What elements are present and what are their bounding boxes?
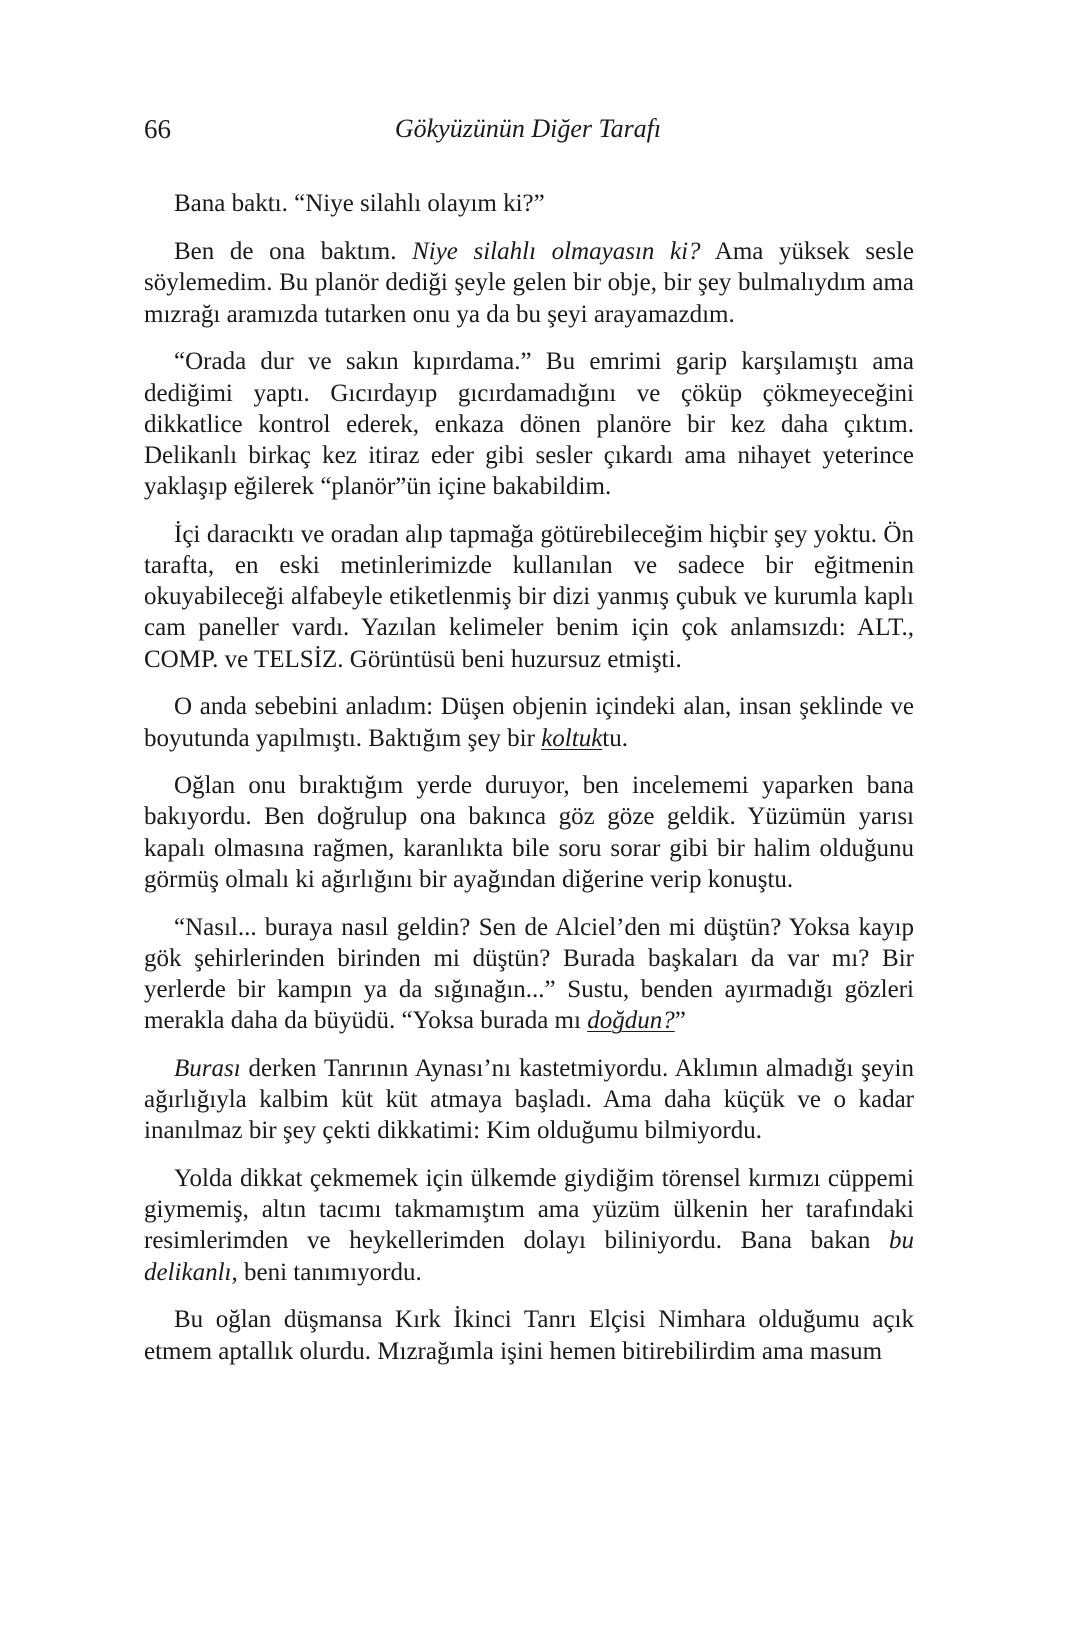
paragraph: “Nasıl... buraya nasıl geldin? Sen de Alciel’den mi düştün? Yoksa kayıp gök şehirlerinden birinden mi düştün? Burada başkaları da var mı? Bir yerlerde bir kampın ya da sığınağın...” Sustu, benden ayırmadığı gözleri merakla daha da büyüdü. “Yoksa burada mı doğdun?”: [144, 913, 914, 1035]
running-title: Gökyüzünün Diğer Tarafı: [394, 114, 662, 143]
paragraph: Yolda dikkat çekmemek için ülkemde giydiğim törensel kırmızı cüppemi giymemiş, altın tacımı takmamıştım ama yüzüm ülkenin her tarafındaki resimlerimden ve heykellerimden dolayı biliniyordu. Bana bakan bu delikanlı, beni tanımıyordu.: [144, 1164, 914, 1286]
paragraph: “Orada dur ve sakın kıpırdama.” Bu emrimi garip karşılamıştı ama dediğimi yaptı. Gıcırdayıp gıcırdamadığını ve çöküp çökmeyeceğini dikkatlice kontrol ederek, enkaza dönen planöre bir kez daha çıktım. Delikanlı birkaç kez itiraz eder gibi sesler çıkardı ama nihayet yeterince yaklaşıp eğilerek “planör”ün içine bakabildim.: [144, 348, 914, 501]
paragraph: O anda sebebini anladım: Düşen objenin içindeki alan, insan şeklinde ve boyutunda yapılmıştı. Baktığım şey bir koltuktu.: [144, 693, 914, 752]
paragraph: Ben de ona baktım. Niye silahlı olmayasın ki? Ama yüksek sesle söylemedim. Bu planör dediği şeyle gelen bir obje, bir şey bulmalıydım ama mızrağı aramızda tutarken onu ya da bu şeyi arayamazdım.: [144, 238, 915, 328]
italic-text: bu delikanlı,: [144, 1227, 914, 1286]
paragraph: Oğlan onu bıraktığım yerde duruyor, ben incelememi yaparken bana bakıyordu. Ben doğrulup ona bakınca göz göze geldik. Yüzümün yarısı kapalı olmasına rağmen, karanlıkta bile soru sorar gibi bir halim olduğunu görmüş olmalı ki ağırlığını bir ayağından diğerine verip konuştu.: [144, 772, 914, 893]
paragraph: Burası derken Tanrının Aynası’nı kastetmiyordu. Aklımın almadığı şeyin ağırlığıyla kalbim küt küt atmaya başladı. Ama daha küçük ve o kadar inanılmaz bir şey çekti dikkatimi: Kim olduğumu bilmiyordu.: [144, 1054, 914, 1145]
page-number: 66: [144, 114, 171, 144]
italic-underlined-text: koltuk: [541, 724, 603, 752]
paragraph: İçi daracıktı ve oradan alıp tapmağa götürebileceğim hiçbir şey yoktu. Ön tarafta, en eski metinlerimizde kullanılan ve sadece bir eğitmenin okuyabileceği alfabeyle etiketlenmiş bir dizi yanmış çubuk ve kurumla kaplı cam paneller vardı. Yazılan kelimeler benim için çok anlamsızdı: ALT., COMP. ve TELSİZ. Görüntüsü beni huzursuz etmişti.: [144, 520, 914, 673]
italic-underlined-text: doğdun?: [587, 1007, 675, 1035]
italic-text: Niye silahlı olmayasın ki?: [412, 238, 701, 266]
page-header: [144, 114, 912, 154]
paragraph: Bana baktı. “Niye silahlı olayım ki?”: [174, 190, 545, 217]
body-text: [144, 188, 914, 1383]
paragraph: Bu oğlan düşmansa Kırk İkinci Tanrı Elçisi Nimhara olduğumu açık etmem aptallık olurdu. Mızrağımla işini hemen bitirebilirdim ama masum: [144, 1306, 914, 1365]
italic-text: Burası: [174, 1054, 241, 1082]
